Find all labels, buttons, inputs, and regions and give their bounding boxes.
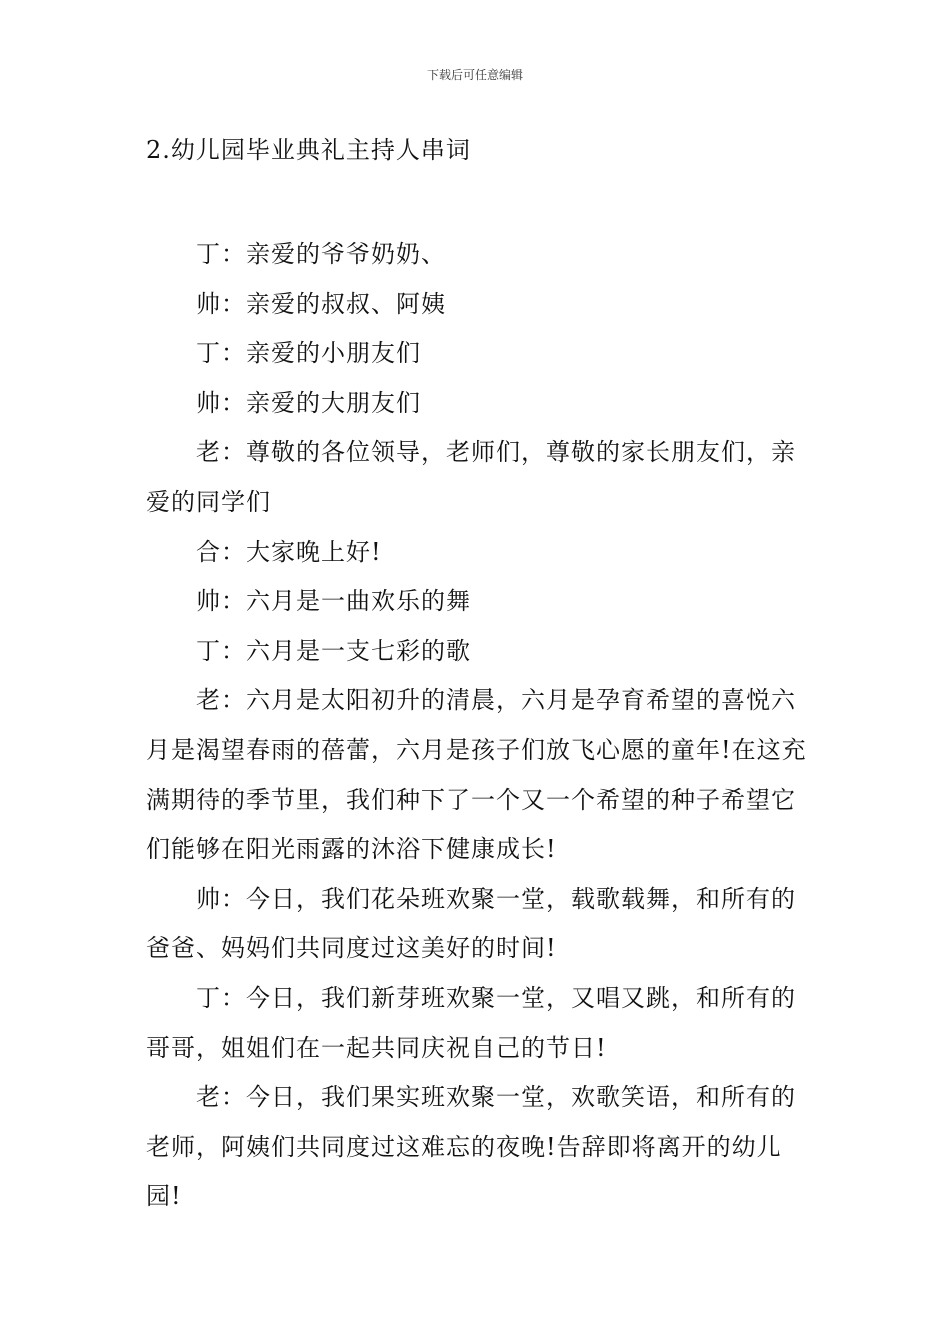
document-body (146, 230, 808, 1222)
paragraph: 帅：今日，我们花朵班欢聚一堂，载歌载舞，和所有的爸爸、妈妈们共同度过这美好的时间! (146, 884, 796, 963)
paragraph: 丁：今日，我们新芽班欢聚一堂，又唱又跳，和所有的哥哥，姐姐们在一起共同庆祝自己的节日! (146, 983, 796, 1062)
paragraph: 丁：亲爱的小朋友们 (196, 339, 421, 368)
paragraph: 老：尊敬的各位领导，老师们，尊敬的家长朋友们，亲爱的同学们 (146, 438, 796, 516)
paragraph: 老：今日，我们果实班欢聚一堂，欢歌笑语，和所有的老师，阿姨们共同度过这难忘的夜晚!告辞即将离开的幼儿园! (146, 1083, 796, 1211)
document-title: 2.幼儿园毕业典礼主持人串词 (146, 136, 471, 164)
paragraph: 丁：亲爱的爷爷奶奶、 (196, 240, 446, 268)
paragraph: 帅：亲爱的大朋友们 (196, 388, 421, 417)
paragraph: 丁：六月是一支七彩的歌 (196, 636, 471, 665)
paragraph: 老：六月是太阳初升的清晨，六月是孕育希望的喜悦六月是渴望春雨的蓓蕾，六月是孩子们放飞心愿的童年!在这充满期待的季节里，我们种下了一个又一个希望的种子希望它们能够在阳光雨露的沐浴下健康成长! (146, 686, 807, 864)
paragraph: 帅：六月是一曲欢乐的舞 (196, 587, 471, 616)
paragraph: 帅：亲爱的叔叔、阿姨 (196, 289, 446, 318)
page-header: 下载后可任意编辑 (426, 68, 523, 82)
paragraph: 合：大家晚上好! (196, 537, 382, 566)
